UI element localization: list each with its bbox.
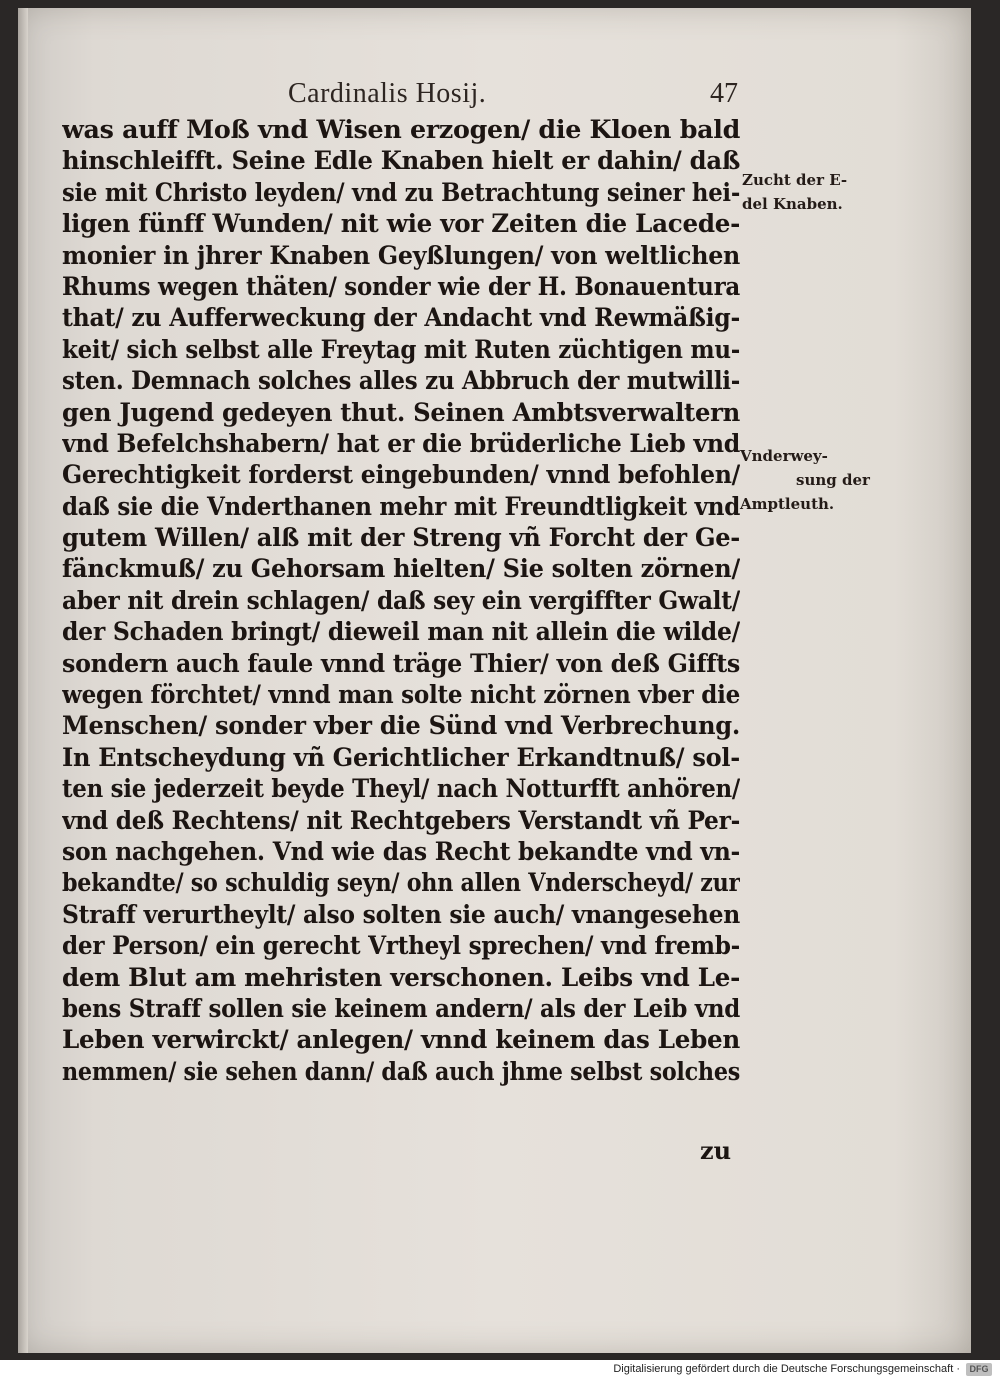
text-line: daß sie die Vnderthanen mehr mit Freundtligkeit vnd: [62, 491, 740, 522]
text-line: that/ zu Aufferweckung der Andacht vnd Rewmäßig-: [62, 303, 740, 334]
running-head: [270, 74, 750, 114]
text-line: gen Jugend gedeyen thut. Seinen Ambtsverwaltern: [62, 397, 740, 428]
text-line: Gerechtigkeit forderst eingebunden/ vnnd befohlen/: [62, 460, 740, 491]
marginal-line: Vnderwey-: [740, 447, 828, 465]
text-line: bens Straff sollen sie keinem andern/ als der Leib vnd: [62, 993, 740, 1024]
footer-bar: [0, 1360, 1000, 1380]
marginal-note-zucht: [742, 168, 870, 216]
text-line: monier in jhrer Knaben Geyßlungen/ von weltlichen: [62, 240, 740, 271]
text-line: Leben verwirckt/ anlegen/ vnnd keinem das Leben: [62, 1025, 740, 1056]
text-line: Menschen/ sonder vber die Sünd vnd Verbrechung.: [62, 711, 740, 742]
text-line: der Person/ ein gerecht Vrtheyl sprechen/ vnd fremb-: [62, 931, 740, 962]
text-line: was auff Moß vnd Wisen erzogen/ die Kloen bald: [62, 115, 740, 145]
text-line: wegen förchtet/ vnnd man solte nicht zörnen vber die: [62, 680, 740, 711]
dfg-logo: DFG: [966, 1363, 992, 1376]
text-line: Rhums wegen thäten/ sonder wie der H. Bonauentura: [62, 271, 740, 302]
text-line: bekandte/ so schuldig seyn/ ohn allen Vnderscheyd/ zur: [62, 868, 740, 899]
marginal-line: sung der: [796, 471, 870, 489]
text-line: der Schaden bringt/ dieweil man nit allein die wilde/: [62, 617, 740, 648]
marginal-note-vnderweysung: [740, 444, 868, 516]
folio-number: 47: [710, 78, 738, 109]
text-line: vnd Befelchshabern/ hat er die brüderliche Lieb vnd: [62, 428, 740, 459]
body-text: [62, 115, 740, 1088]
text-line: dem Blut am mehristen verschonen. Leibs vnd Le-: [62, 962, 740, 993]
text-line: ligen fünff Wunden/ nit wie vor Zeiten die Lacede-: [62, 209, 740, 240]
page-gutter-shadow: [18, 8, 28, 1353]
text-line: keit/ sich selbst alle Freytag mit Ruten züchtigen mu-: [62, 334, 740, 365]
catchword: zu: [700, 1136, 732, 1165]
text-line: aber nit drein schlagen/ daß sey ein vergiffter Gwalt/: [62, 585, 740, 616]
text-line: hinschleifft. Seine Edle Knaben hielt er dahin/ daß: [62, 146, 740, 177]
text-line: nemmen/ sie sehen dann/ daß auch jhme selbst solches: [62, 1056, 740, 1087]
text-line: In Entscheydung vñ Gerichtlicher Erkandtnuß/ sol-: [62, 742, 740, 773]
text-line: sten. Demnach solches alles zu Abbruch der mutwilli-: [62, 366, 740, 397]
marginal-line: Zucht der E-: [742, 171, 848, 189]
marginal-line: del Knaben.: [742, 195, 843, 213]
text-line: Straff verurtheylt/ also solten sie auch/ vnangesehen: [62, 899, 740, 930]
text-line: vnd deß Rechtens/ nit Rechtgebers Verstandt vñ Per-: [62, 805, 740, 836]
text-line: sondern auch faule vnnd träge Thier/ von deß Giffts: [62, 648, 740, 679]
text-line: fänckmuß/ zu Gehorsam hielten/ Sie solten zörnen/: [62, 554, 740, 585]
text-line: ten sie jederzeit beyde Theyl/ nach Notturfft anhören/: [62, 774, 740, 805]
running-title: Cardinalis Hosij.: [288, 78, 487, 109]
text-line: gutem Willen/ alß mit der Streng vñ Forcht der Ge-: [62, 523, 740, 554]
text-line: son nachgehen. Vnd wie das Recht bekandte vnd vn-: [62, 836, 740, 867]
text-line: sie mit Christo leyden/ vnd zu Betrachtung seiner hei-: [62, 177, 740, 208]
marginal-line: Amptleuth.: [740, 495, 835, 513]
funding-credit: Digitalisierung gefördert durch die Deutsche Forschungsgemeinschaft ·: [613, 1363, 960, 1375]
